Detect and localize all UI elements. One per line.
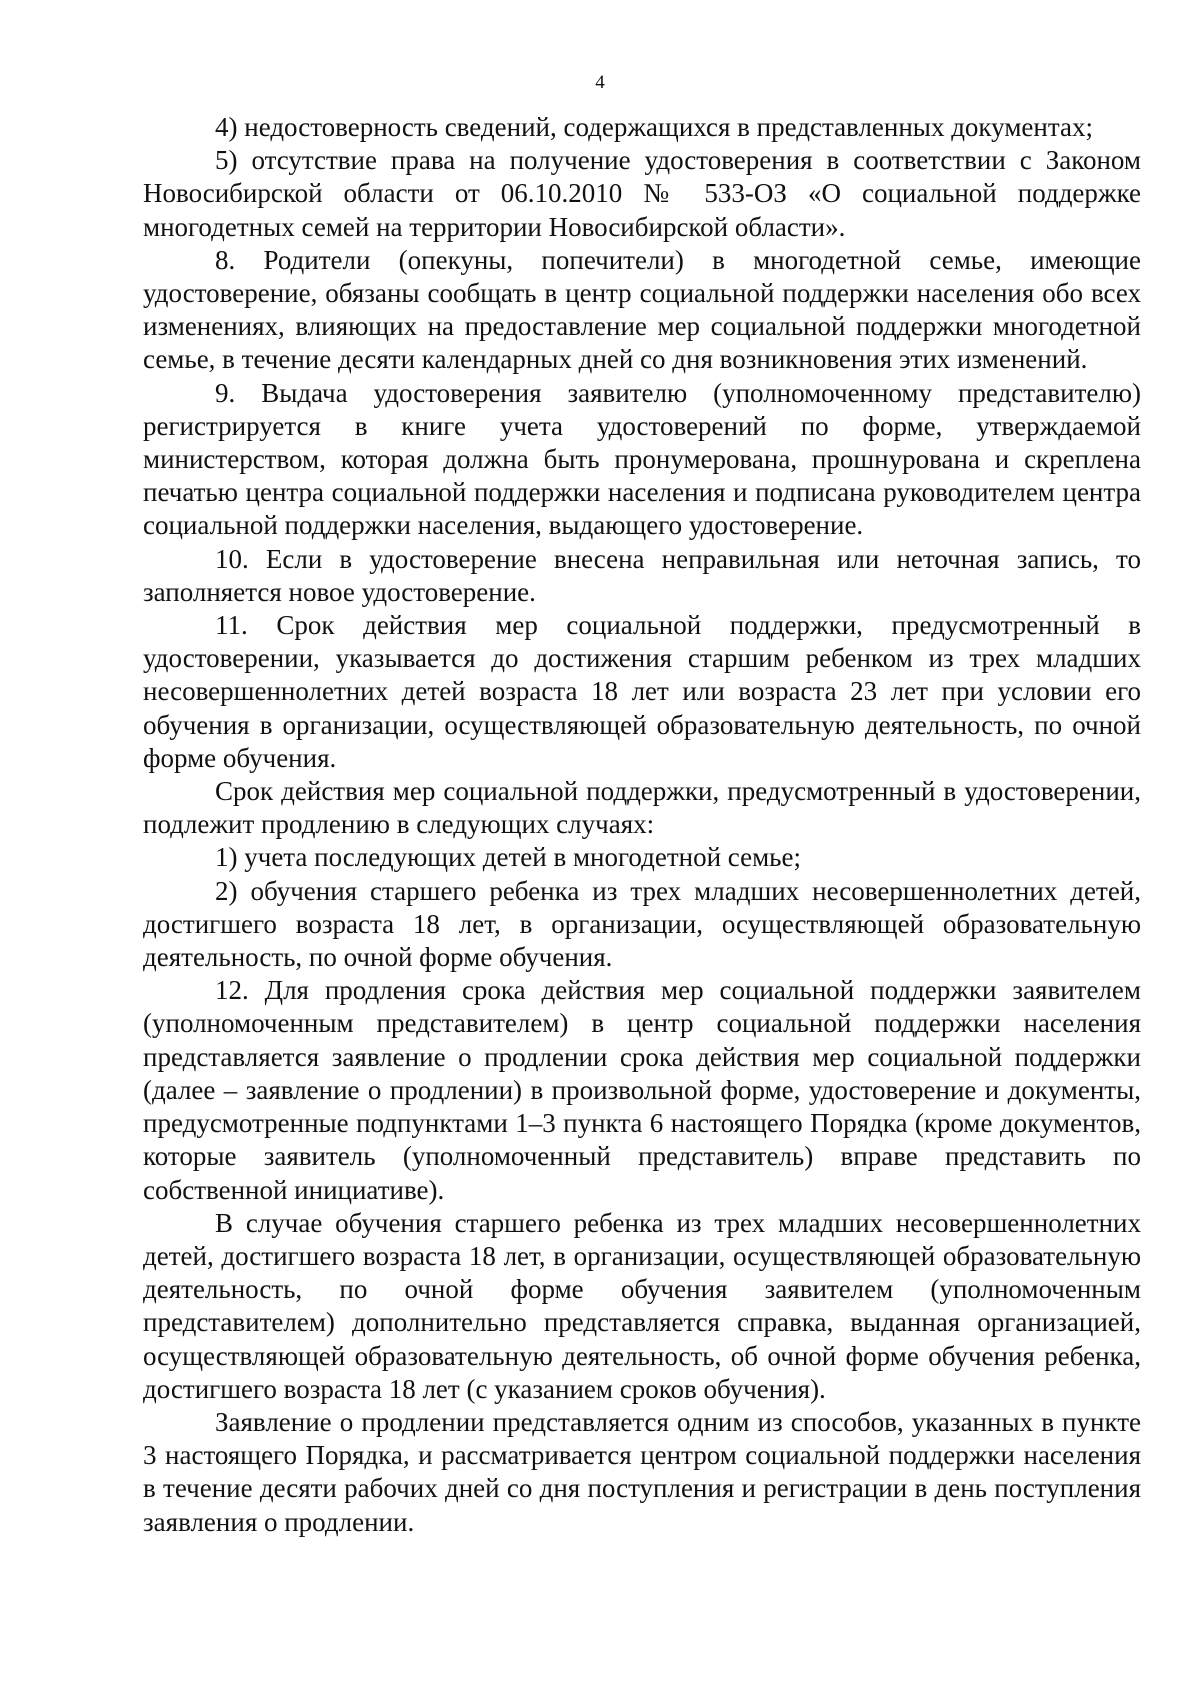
paragraph-clause-11: 11. Срок действия мер социальной поддержки, предусмотренный в удостоверении, указывается до достижения старшим ребенком из трех младших несовершеннолетних детей возраста 18 лет или возраста 23 лет при условии его обучения в организации, осуществляющей образовательную деятельность, по очной форме обучения. (143, 610, 1141, 773)
paragraph-case-1: 1) учета последующих детей в многодетной семье; (215, 842, 801, 873)
paragraph-clause-10: 10. Если в удостоверение внесена неправильная или неточная запись, то заполняется новое удостоверение. (143, 543, 1141, 607)
paragraph-clause-12: 12. Для продления срока действия мер социальной поддержки заявителем (уполномоченным представителем) в центр социальной поддержки населения представляется заявление о продлении срока действия мер социальной поддержки (далее – заявление о продлении) в произвольной форме, удостоверение и документы, предусмотренные подпунктами 1–3 пункта 6 настоящего Порядка (кроме документов, которые заявитель (уполномоченный представитель) вправе представить по собственной инициативе). (143, 975, 1141, 1205)
paragraph-study-certificate: В случае обучения старшего ребенка из трех младших несовершеннолетних детей, достигшего возраста 18 лет, в организации, осуществляющей образовательную деятельность, по очной форме обучения заявителем (уполномоченным представителем) дополнительно представляется справка, выданная организацией, осуществляющей образовательную деятельность, об очной форме обучения ребенка, достигшего возраста 18 лет (с указанием сроков обучения). (143, 1207, 1141, 1404)
paragraph-case-2: 2) обучения старшего ребенка из трех младших несовершеннолетних детей, достигшего возраста 18 лет, в организации, осуществляющей образовательную деятельность, по очной форме обучения. (143, 875, 1141, 973)
paragraph-extension-cases: Срок действия мер социальной поддержки, предусмотренный в удостоверении, подлежит продлению в следующих случаях: (143, 776, 1141, 840)
paragraph-item-5: 5) отсутствие права на получение удостоверения в соответствии с Законом Новосибирской области от 06.10.2010 № 533-ОЗ «О социальной поддержке многодетных семей на территории Новосибирской области». (143, 145, 1141, 242)
paragraph-clause-9: 9. Выдача удостоверения заявителю (уполномоченному представителю) регистрируется в книге учета удостоверений по форме, утверждаемой министерством, которая должна быть пронумерована, прошнурована и скреплена печатью центра социальной поддержки населения и подписана руководителем центра социальной поддержки населения, выдающего удостоверение. (143, 377, 1141, 541)
paragraph-extension-application: Заявление о продлении представляется одним из способов, указанных в пункте 3 настоящего Порядка, и рассматривается центром социальной поддержки населения в течение десяти рабочих дней со дня поступления и регистрации в день поступления заявления о продлении. (143, 1406, 1141, 1537)
paragraph-clause-8: 8. Родители (опекуны, попечители) в многодетной семье, имеющие удостоверение, обязаны сообщать в центр социальной поддержки населения обо всех изменениях, влияющих на предоставление мер социальной поддержки многодетной семье, в течение десяти календарных дней со дня возникновения этих изменений. (143, 244, 1141, 375)
page-number: 4 (595, 72, 605, 93)
document-body (143, 111, 1141, 1539)
paragraph-item-4: 4) недостоверность сведений, содержащихся в представленных документах; (215, 112, 1093, 142)
